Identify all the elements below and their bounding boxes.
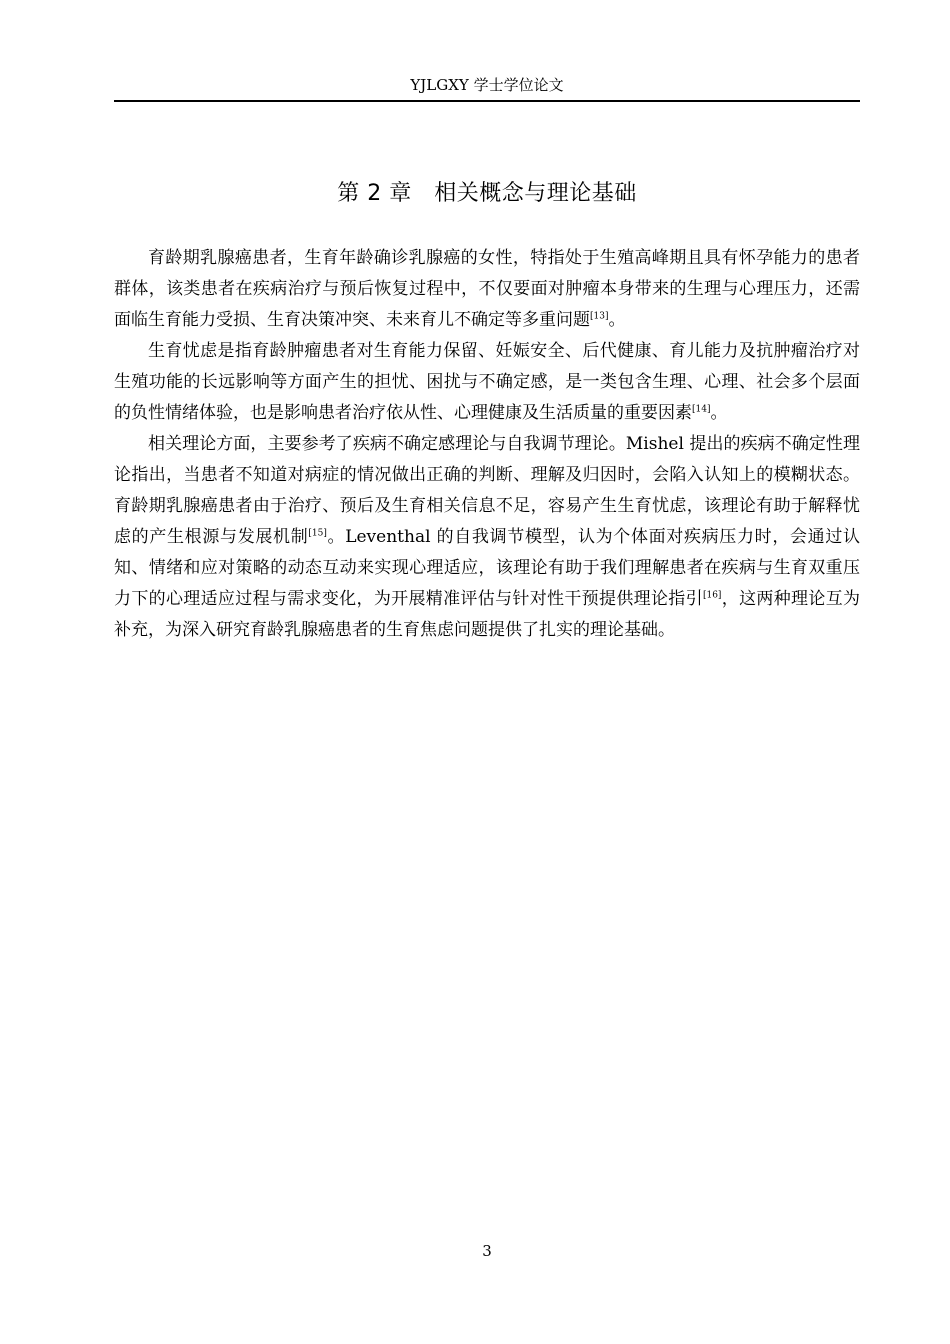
- page-number: 3: [482, 1242, 492, 1260]
- running-header: YJLGXY 学士学位论文: [410, 76, 564, 94]
- citation-ref: [15]: [308, 528, 327, 539]
- paragraph-reproductive-age-patients: [114, 243, 860, 336]
- paragraph-tail: 。: [608, 310, 626, 330]
- paragraph-text: 育龄期乳腺癌患者，生育年龄确诊乳腺癌的女性，特指处于生殖高峰期且具有怀孕能力的患者群体，该类患者在疾病治疗与预后恢复过程中，不仅要面对肿瘤本身带来的生理与心理压力，还需面临生育能力受损、生育决策冲突、未来育儿不确定等多重问题: [114, 248, 860, 330]
- citation-ref: [16]: [702, 590, 722, 601]
- paragraph-tail: 。: [710, 403, 728, 423]
- paragraph-middle: 。Leventhal 的自我调节模型，认为个体面对疾病压力时，会通过认知、情绪和应对策略的动态互动来实现心理适应，该理论有助于我们理解患者在疾病与生育双重压力下的心理适应过程与需求变化，为开展精准评估与针对性干预提供理论指引: [114, 527, 861, 609]
- citation-ref: [14]: [692, 404, 711, 415]
- paragraph-tail: ，这两种理论互为补充，为深入研究育龄乳腺癌患者的生育焦虑问题提供了扎实的理论基础。: [114, 589, 861, 640]
- citation-ref: [13]: [590, 311, 609, 322]
- header-rule: [114, 100, 860, 102]
- paragraph-text: 相关理论方面，主要参考了疾病不确定感理论与自我调节理论。Mishel 提出的疾病不确定性理论指出，当患者不知道对病症的情况做出正确的判断、理解及归因时，会陷入认知上的模糊状态。育龄期乳腺癌患者由于治疗、预后及生育相关信息不足，容易产生生育忧虑，该理论有助于解释忧虑的产生根源与发展机制: [114, 434, 860, 547]
- body-text: [114, 243, 860, 646]
- paragraph-fertility-concern: [114, 336, 860, 429]
- chapter-title: 第 2 章 相关概念与理论基础: [337, 181, 637, 206]
- paragraph-theories: [114, 429, 860, 646]
- paragraph-text: 生育忧虑是指育龄肿瘤患者对生育能力保留、妊娠安全、后代健康、育儿能力及抗肿瘤治疗对生殖功能的长远影响等方面产生的担忧、困扰与不确定感，是一类包含生理、心理、社会多个层面的负性情绪体验，也是影响患者治疗依从性、心理健康及生活质量的重要因素: [114, 341, 860, 423]
